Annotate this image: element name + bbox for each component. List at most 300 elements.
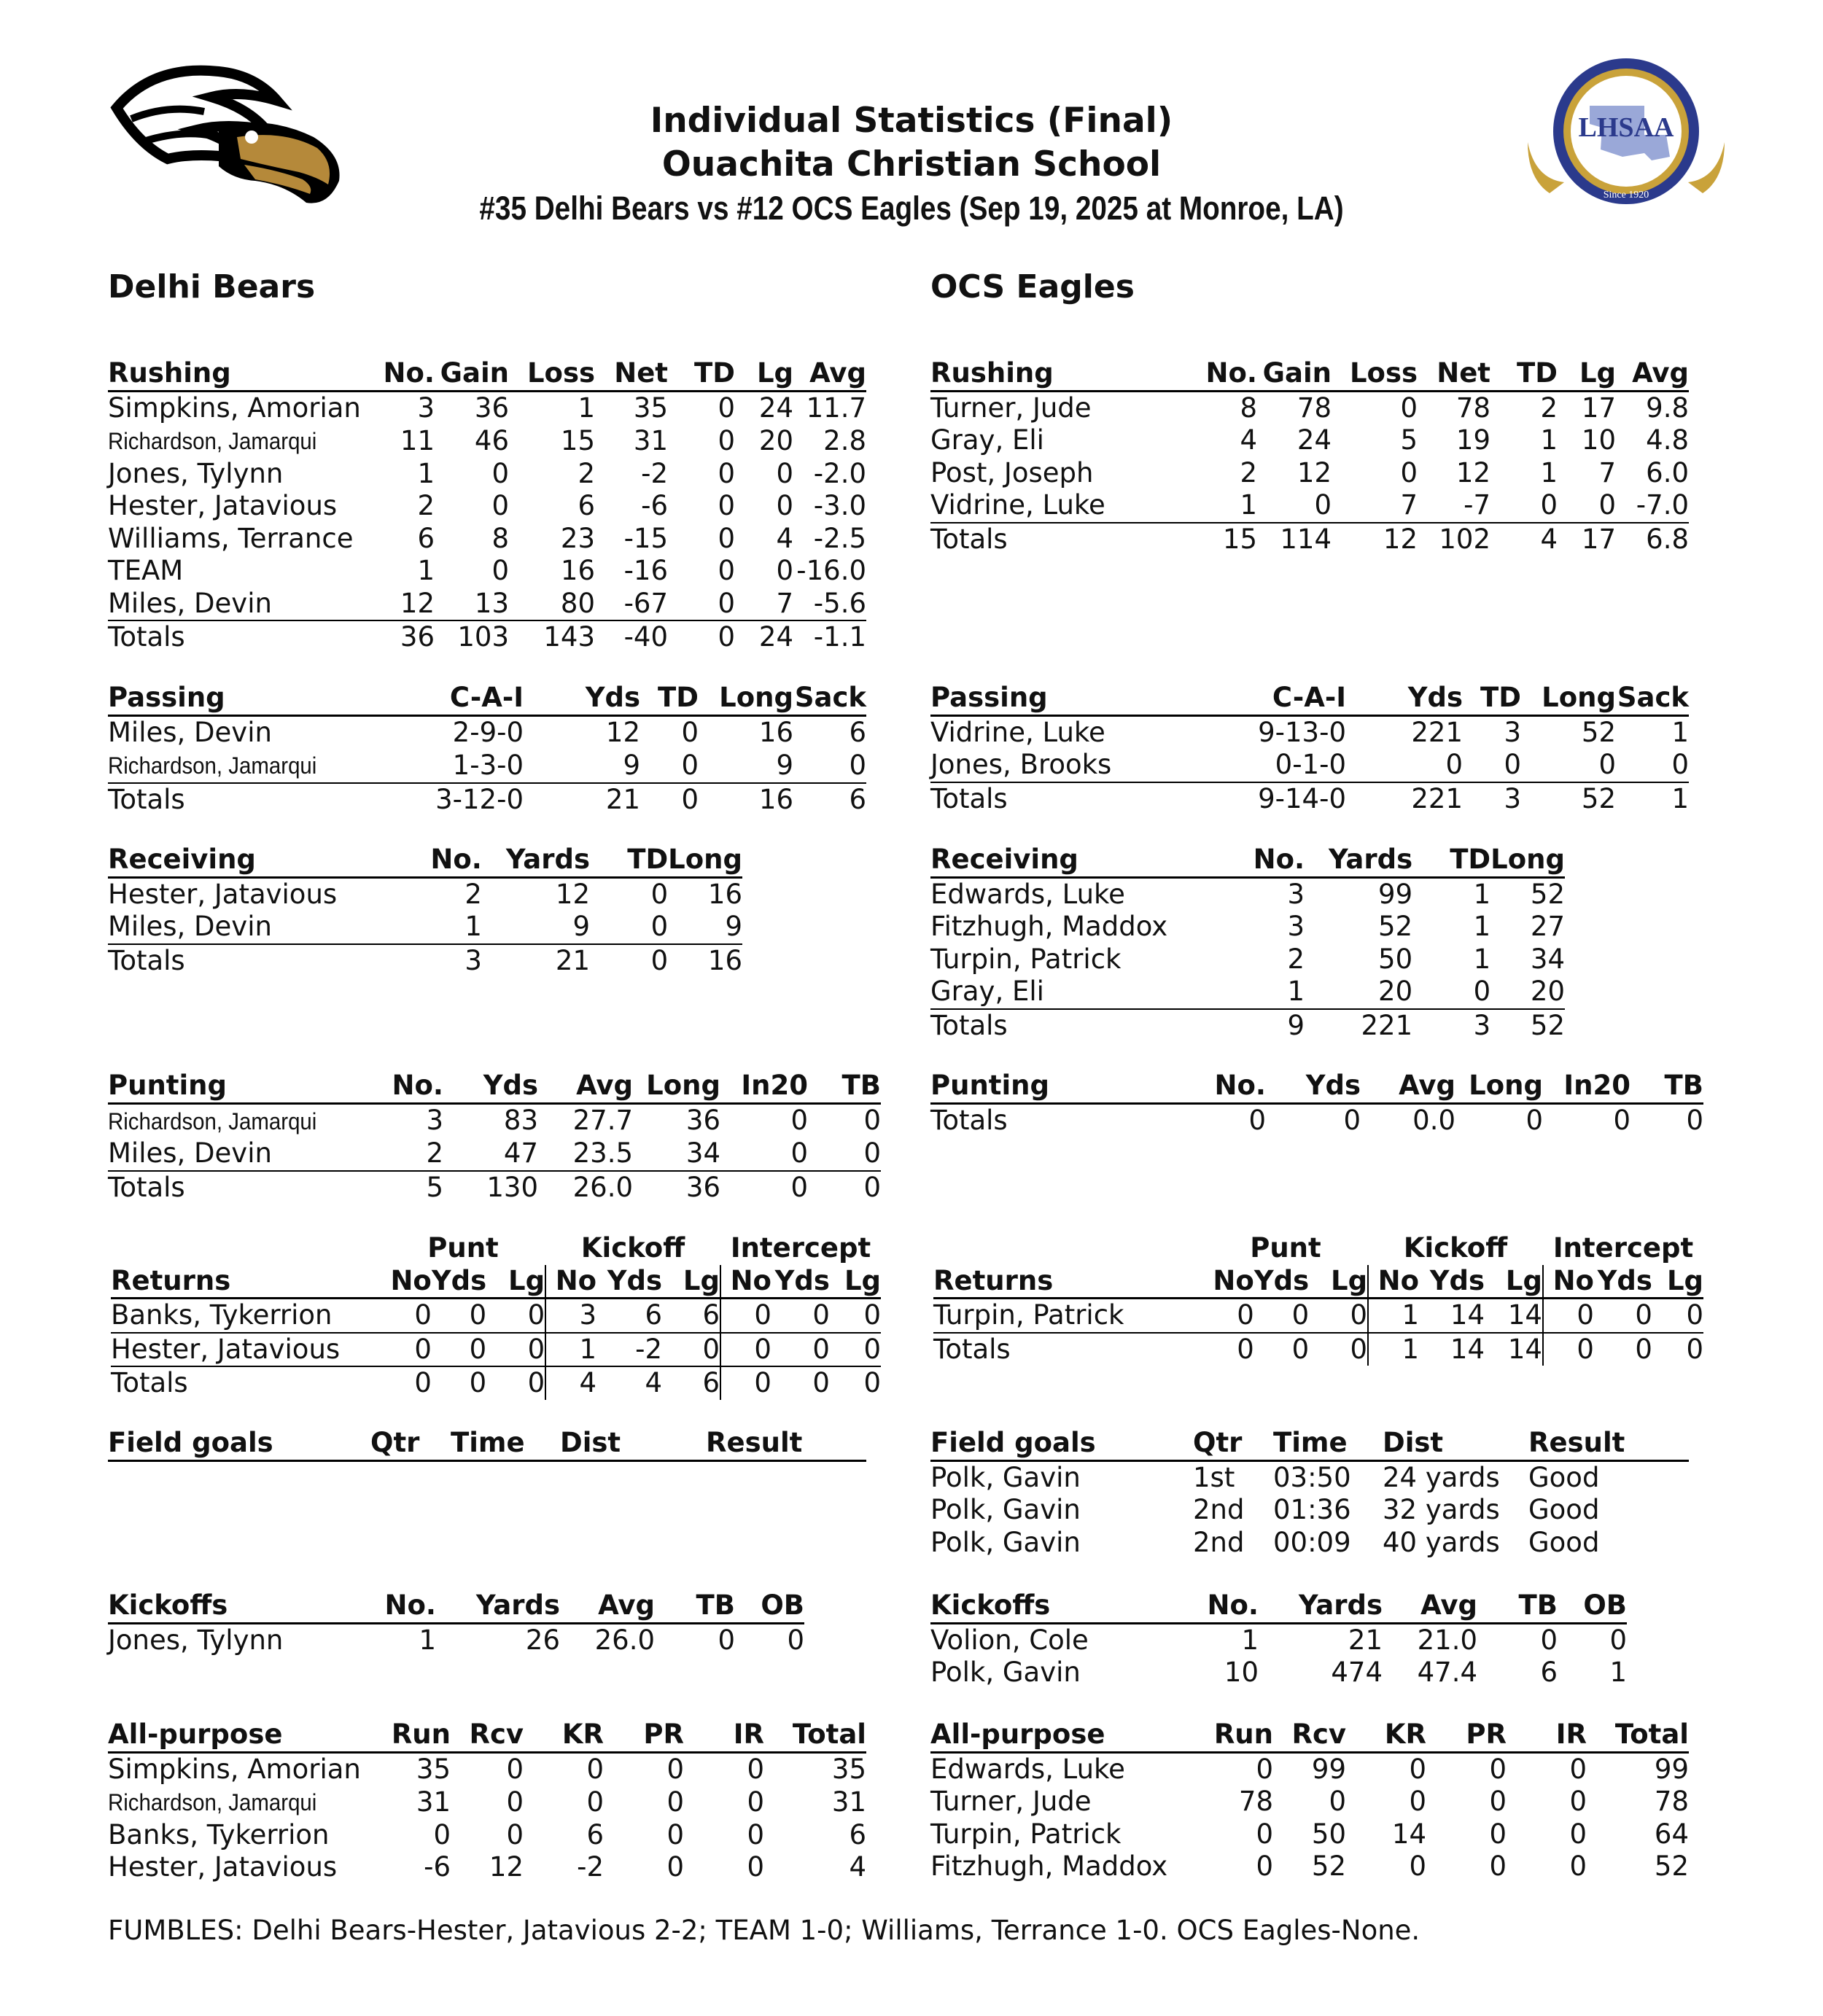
stat-cell: 20 bbox=[1530, 976, 1565, 1007]
player-name: Edwards, Luke bbox=[930, 878, 1125, 910]
player-name: Fitzhugh, Maddox bbox=[930, 911, 1168, 942]
away-receiving-table bbox=[930, 844, 1565, 1042]
stat-cell: Good bbox=[1528, 1494, 1600, 1525]
header-row bbox=[111, 1265, 881, 1299]
stat-cell: 0 bbox=[666, 1818, 684, 1850]
stat-cell: 6 bbox=[849, 783, 866, 815]
column-header: Long bbox=[646, 1070, 720, 1101]
stat-cell: 0 bbox=[1613, 1104, 1630, 1136]
table-row bbox=[108, 749, 866, 783]
stat-cell: 16 bbox=[758, 783, 793, 815]
stat-cell: 1 bbox=[1671, 716, 1689, 748]
player-name: Totals bbox=[933, 1333, 1011, 1365]
stat-cell: 130 bbox=[486, 1171, 538, 1203]
column-header: No bbox=[390, 1264, 432, 1296]
stat-cell: 46 bbox=[474, 424, 509, 456]
column-header: IR bbox=[733, 1719, 764, 1750]
column-header: Receiving bbox=[930, 844, 1078, 875]
column-header: OB bbox=[1583, 1589, 1627, 1621]
stat-cell: 00:09 bbox=[1273, 1526, 1351, 1558]
player-name: Polk, Gavin bbox=[930, 1526, 1081, 1558]
column-header: All-purpose bbox=[930, 1719, 1105, 1750]
column-header: Yds bbox=[774, 1264, 830, 1296]
header-row bbox=[933, 1265, 1703, 1299]
stat-cell: 47 bbox=[503, 1137, 538, 1169]
stat-cell: 1 bbox=[417, 555, 435, 586]
player-name: Vidrine, Luke bbox=[930, 489, 1105, 521]
stat-cell: 0 bbox=[1635, 1299, 1652, 1331]
player-name: Hester, Jatavious bbox=[111, 1333, 341, 1365]
stat-cell: 0 bbox=[1489, 1850, 1507, 1882]
stat-cell: 1 bbox=[579, 1333, 597, 1365]
stat-cell: 24 bbox=[758, 621, 793, 653]
stat-cell: 2 bbox=[1240, 456, 1257, 489]
stat-cell: 0 bbox=[486, 1366, 545, 1400]
column-header: Yds bbox=[607, 1264, 663, 1296]
table-row bbox=[930, 457, 1689, 490]
totals-row bbox=[930, 523, 1689, 556]
stat-cell: 0 bbox=[666, 1851, 684, 1883]
stat-cell: 0 bbox=[1686, 1299, 1703, 1331]
stat-cell: 0 bbox=[1686, 1104, 1703, 1136]
table-row bbox=[930, 1657, 1627, 1689]
stat-cell: 2 bbox=[1287, 943, 1305, 975]
column-header: Rushing bbox=[108, 357, 231, 389]
stat-cell: 36 bbox=[685, 1105, 720, 1136]
stat-cell: 36 bbox=[474, 392, 509, 424]
table-row bbox=[933, 1299, 1703, 1333]
column-header: Lg bbox=[1666, 1264, 1703, 1296]
stat-cell: -6 bbox=[424, 1851, 451, 1883]
totals-row bbox=[108, 1171, 881, 1204]
stat-cell: -7.0 bbox=[1636, 489, 1689, 521]
stat-cell: 14 bbox=[1450, 1299, 1485, 1331]
away-kickoffs-table bbox=[930, 1589, 1627, 1689]
stat-cell: 12 bbox=[1297, 456, 1332, 489]
stat-cell: -2 bbox=[577, 1851, 604, 1883]
header-row bbox=[930, 1589, 1627, 1623]
stat-cell: -3.0 bbox=[813, 490, 866, 521]
column-header: Sack bbox=[1617, 682, 1689, 713]
stat-cell: 7 bbox=[1400, 489, 1418, 521]
home-passing-table bbox=[108, 682, 866, 816]
stat-cell: 1 bbox=[578, 392, 595, 424]
table-row bbox=[930, 1752, 1689, 1786]
home-rushing-table bbox=[108, 357, 866, 654]
column-header: Qtr bbox=[370, 1427, 420, 1458]
stat-cell: 474 bbox=[1331, 1657, 1383, 1688]
stat-cell: 0 bbox=[1309, 1299, 1368, 1333]
column-header: Kickoffs bbox=[108, 1589, 228, 1621]
stat-cell: 52 bbox=[1311, 1850, 1346, 1882]
column-header: No bbox=[1377, 1264, 1420, 1296]
stat-cell: 0 bbox=[1671, 749, 1689, 780]
stat-cell: 20 bbox=[1378, 976, 1413, 1007]
column-header: Lg bbox=[1485, 1265, 1543, 1299]
stat-cell: 0 bbox=[491, 457, 509, 489]
column-header: Time bbox=[451, 1427, 525, 1458]
away-team-name: OCS Eagles bbox=[930, 268, 1135, 305]
home-returns-table bbox=[111, 1232, 881, 1400]
stat-cell: 10 bbox=[1224, 1657, 1259, 1688]
column-header: Time bbox=[1273, 1427, 1348, 1458]
column-header: TD bbox=[627, 844, 669, 875]
player-name: Totals bbox=[108, 1171, 185, 1203]
player-name: Polk, Gavin bbox=[930, 1494, 1081, 1525]
column-header: Result bbox=[1528, 1427, 1625, 1458]
player-name: Hester, Jatavious bbox=[108, 490, 338, 521]
stat-cell: 0 bbox=[506, 1753, 524, 1785]
stat-cell: -67 bbox=[623, 587, 668, 619]
column-header: Long bbox=[1542, 682, 1616, 713]
stat-cell: 221 bbox=[1411, 782, 1463, 814]
stat-cell: 14 bbox=[1485, 1333, 1543, 1366]
stat-cell: 01:36 bbox=[1273, 1494, 1351, 1525]
player-name: Edwards, Luke bbox=[930, 1753, 1125, 1785]
stat-cell: 1-3-0 bbox=[452, 749, 524, 781]
home-field-goals-table bbox=[108, 1427, 866, 1462]
stat-cell: 52 bbox=[1581, 716, 1616, 748]
stat-cell: 0 bbox=[718, 555, 735, 586]
stat-cell: 0 bbox=[491, 490, 509, 521]
stat-cell: 0 bbox=[718, 522, 735, 554]
player-name: Vidrine, Luke bbox=[930, 716, 1105, 748]
stat-cell: 16 bbox=[560, 555, 595, 586]
stat-cell: 6 bbox=[1540, 1657, 1558, 1688]
stat-cell: 1 bbox=[465, 911, 482, 942]
stat-cell: 27.7 bbox=[572, 1105, 633, 1136]
stat-cell: 0 bbox=[1343, 1104, 1361, 1136]
player-name: Turpin, Patrick bbox=[933, 1299, 1124, 1331]
stat-cell: 114 bbox=[1280, 523, 1332, 555]
table-row bbox=[108, 588, 866, 621]
player-name: Turner, Jude bbox=[930, 392, 1092, 424]
stat-cell: 6 bbox=[662, 1366, 720, 1400]
stat-cell: 0 bbox=[1577, 1333, 1594, 1365]
column-header: Returns bbox=[111, 1264, 231, 1296]
stat-cell: 78 bbox=[1455, 392, 1490, 424]
stat-cell: 1 bbox=[1240, 489, 1257, 521]
totals-row bbox=[930, 1103, 1703, 1137]
player-name: Polk, Gavin bbox=[930, 1461, 1081, 1493]
stat-cell: 99 bbox=[1311, 1753, 1346, 1785]
return-group-label: Intercept bbox=[730, 1232, 871, 1264]
player-name: Simpkins, Amorian bbox=[108, 1753, 361, 1785]
table-row bbox=[930, 943, 1565, 976]
header-row bbox=[930, 1719, 1689, 1752]
stat-cell: 6 bbox=[849, 1818, 866, 1850]
school-name: Ouachita Christian School bbox=[661, 144, 1162, 184]
stat-cell: 0 bbox=[1540, 489, 1558, 521]
column-header: No. bbox=[1214, 1070, 1266, 1101]
totals-row bbox=[111, 1366, 881, 1400]
column-header: Yds bbox=[1597, 1264, 1652, 1296]
player-name: Jones, Tylynn bbox=[108, 457, 284, 489]
stat-cell: 0 bbox=[747, 1818, 764, 1850]
player-name: Turpin, Patrick bbox=[930, 1818, 1122, 1850]
column-header: PR bbox=[643, 1719, 684, 1750]
stat-cell: 4 bbox=[579, 1367, 597, 1398]
stat-cell: 1 bbox=[1287, 976, 1305, 1007]
away-rushing-table bbox=[930, 357, 1689, 556]
table-row bbox=[108, 555, 866, 588]
player-name: Volion, Cole bbox=[930, 1624, 1089, 1656]
column-header: Yards bbox=[1298, 1589, 1383, 1621]
return-group-label: Kickoff bbox=[580, 1232, 685, 1264]
stat-cell: 0 bbox=[718, 490, 735, 521]
stat-cell: 0 bbox=[812, 1333, 830, 1365]
stat-cell: 36 bbox=[685, 1171, 720, 1203]
player-name: Jones, Tylynn bbox=[108, 1624, 284, 1656]
stat-cell: 2-9-0 bbox=[452, 716, 524, 748]
column-header: Yds bbox=[1429, 1264, 1485, 1296]
stat-cell: 31 bbox=[416, 1786, 451, 1818]
stat-cell: 0 bbox=[1686, 1333, 1703, 1365]
column-header: Gain bbox=[440, 357, 509, 389]
stat-cell: 221 bbox=[1361, 1009, 1413, 1041]
fumbles-note: FUMBLES: Delhi Bears-Hester, Jatavious 2-2; TEAM 1-0; Williams, Terrance 1-0. OCS Eagles-None. bbox=[108, 1915, 1420, 1946]
column-header: TB bbox=[841, 1070, 881, 1101]
stat-cell: 11 bbox=[400, 424, 435, 456]
stat-cell: 0 bbox=[1314, 489, 1332, 521]
column-header: No. bbox=[1207, 1589, 1259, 1621]
return-group-label: Intercept bbox=[1552, 1232, 1694, 1264]
stat-cell: -2 bbox=[641, 457, 668, 489]
stat-cell: 32 yards bbox=[1383, 1494, 1500, 1525]
column-header: Punting bbox=[930, 1070, 1049, 1101]
stat-cell: 20 bbox=[758, 424, 793, 456]
stat-cell: 0 bbox=[1525, 1104, 1543, 1136]
column-header: Yards bbox=[475, 1589, 560, 1621]
stat-cell: 34 bbox=[685, 1137, 720, 1169]
stat-cell: 0 bbox=[666, 1786, 684, 1818]
table-row bbox=[930, 877, 1565, 911]
column-header: No bbox=[730, 1264, 771, 1296]
stat-cell: 0 bbox=[1248, 1104, 1266, 1136]
player-name bbox=[108, 1786, 378, 1819]
column-header: OB bbox=[761, 1589, 804, 1621]
stat-cell: 0 bbox=[1489, 1818, 1507, 1850]
stat-cell: -16.0 bbox=[796, 555, 866, 586]
column-header: Avg bbox=[1632, 357, 1689, 389]
stat-cell: 103 bbox=[457, 621, 509, 653]
column-header: Run bbox=[1213, 1719, 1273, 1750]
stat-cell: 1 bbox=[1241, 1624, 1259, 1656]
header-row bbox=[108, 1719, 866, 1752]
table-row bbox=[930, 489, 1689, 523]
player-name: Totals bbox=[108, 783, 185, 815]
stat-cell: 16 bbox=[707, 878, 742, 910]
stat-cell: 0 bbox=[681, 783, 699, 815]
stat-cell: 0 bbox=[1291, 1333, 1310, 1365]
column-header: No. bbox=[430, 844, 482, 875]
stat-cell: 0 bbox=[747, 1851, 764, 1883]
stat-cell: 24 yards bbox=[1383, 1461, 1500, 1493]
player-name: Totals bbox=[108, 944, 185, 976]
player-name: Simpkins, Amorian bbox=[108, 392, 361, 424]
totals-row bbox=[930, 1009, 1565, 1043]
table-row bbox=[930, 749, 1689, 782]
table-row bbox=[108, 1851, 866, 1884]
column-header: Avg bbox=[598, 1589, 655, 1621]
column-header: IR bbox=[1555, 1719, 1587, 1750]
table-row bbox=[108, 1786, 866, 1819]
player-name: Totals bbox=[930, 782, 1008, 814]
table-row bbox=[930, 976, 1565, 1009]
stat-cell: 0 bbox=[469, 1299, 487, 1331]
stat-cell: 0 bbox=[754, 1299, 771, 1331]
stat-cell: 0 bbox=[863, 1299, 881, 1331]
stat-cell: 03:50 bbox=[1273, 1461, 1351, 1493]
stat-cell: 2nd bbox=[1193, 1494, 1245, 1525]
stat-cell: 0 bbox=[776, 555, 793, 586]
column-header: Yds bbox=[431, 1264, 487, 1296]
table-row bbox=[930, 1494, 1689, 1527]
stat-cell: 0 bbox=[666, 1753, 684, 1785]
stat-cell: 52 bbox=[1530, 878, 1565, 910]
stat-cell: 0 bbox=[1577, 1299, 1594, 1331]
stat-cell: 0 bbox=[486, 1299, 545, 1333]
table-row bbox=[930, 1623, 1627, 1657]
column-header: TD bbox=[1480, 682, 1521, 713]
stat-cell: 0 bbox=[863, 1367, 881, 1398]
stat-cell: 52 bbox=[1654, 1850, 1689, 1882]
stat-cell: -15 bbox=[623, 522, 668, 554]
stat-cell: 1 bbox=[1402, 1299, 1420, 1331]
stat-cell: 14 bbox=[1450, 1333, 1485, 1365]
player-name bbox=[108, 1103, 370, 1137]
player-name bbox=[108, 749, 370, 783]
stat-cell: 0 bbox=[1598, 489, 1616, 521]
column-header: Avg bbox=[1399, 1070, 1455, 1101]
stat-cell: -7 bbox=[1464, 489, 1490, 521]
stat-cell: 0 bbox=[1504, 749, 1521, 780]
stat-cell: 0 bbox=[414, 1333, 432, 1365]
column-header: Long bbox=[1490, 844, 1565, 875]
column-header: TD bbox=[1517, 357, 1558, 389]
stat-cell: 9 bbox=[623, 749, 640, 781]
stat-cell: 52 bbox=[1581, 782, 1616, 814]
column-header: Result bbox=[706, 1427, 803, 1458]
table-row bbox=[111, 1333, 881, 1367]
stat-cell: 0 bbox=[863, 1105, 881, 1136]
stat-cell: 16 bbox=[758, 716, 793, 748]
table-row bbox=[108, 877, 742, 911]
stat-cell: 0 bbox=[586, 1753, 604, 1785]
column-header: No bbox=[1552, 1264, 1594, 1296]
stat-cell: 1 bbox=[1540, 424, 1558, 456]
stat-cell: 6 bbox=[417, 522, 435, 554]
column-header: Lg bbox=[486, 1265, 545, 1299]
stat-cell: 31 bbox=[831, 1786, 866, 1818]
player-name: Totals bbox=[111, 1367, 188, 1398]
stat-cell: 0 bbox=[1291, 1299, 1310, 1331]
stat-cell: 0 bbox=[718, 587, 735, 619]
stat-cell: 0 bbox=[1256, 1753, 1273, 1785]
stat-cell: 3 bbox=[1473, 1009, 1491, 1041]
column-header: Field goals bbox=[108, 1427, 273, 1458]
stat-cell: 1 bbox=[1402, 1333, 1420, 1365]
player-name bbox=[108, 424, 370, 458]
stat-cell: 221 bbox=[1411, 716, 1463, 748]
stat-cell: 0 bbox=[1256, 1850, 1273, 1882]
stat-cell: 0 bbox=[1256, 1818, 1273, 1850]
header-row bbox=[108, 844, 742, 877]
stat-cell: 0 bbox=[414, 1299, 432, 1331]
stat-cell: 0 bbox=[1409, 1786, 1426, 1817]
player-name-text: Richardson, Jamarqui bbox=[108, 752, 317, 779]
player-name: Totals bbox=[930, 1009, 1008, 1041]
stat-cell: 0 bbox=[718, 621, 735, 653]
stat-cell: 9 bbox=[572, 911, 591, 942]
column-header: Lg bbox=[844, 1264, 881, 1296]
stat-cell: 47.4 bbox=[1417, 1657, 1477, 1688]
column-header: Run bbox=[391, 1719, 451, 1750]
column-header: In20 bbox=[741, 1070, 808, 1101]
stat-cell: 34 bbox=[1530, 943, 1565, 975]
column-header: Long bbox=[1469, 1070, 1543, 1101]
stat-cell: 9.8 bbox=[1646, 392, 1689, 424]
stat-cell: 0 bbox=[681, 749, 699, 781]
column-header: KR bbox=[1384, 1719, 1426, 1750]
stat-cell: 1 bbox=[1609, 1657, 1627, 1688]
player-name-text: Richardson, Jamarqui bbox=[108, 1789, 317, 1815]
stat-cell: 6.0 bbox=[1646, 456, 1689, 489]
player-name: Polk, Gavin bbox=[930, 1657, 1081, 1688]
stat-cell: 52 bbox=[1530, 1009, 1565, 1041]
table-row bbox=[108, 490, 866, 523]
stat-cell: 9-13-0 bbox=[1258, 716, 1346, 748]
stat-cell: 0 bbox=[863, 1333, 881, 1365]
stat-cell: 0 bbox=[650, 911, 669, 942]
column-header: Punting bbox=[108, 1070, 227, 1101]
player-name: Turner, Jude bbox=[930, 1786, 1092, 1817]
totals-row bbox=[930, 782, 1689, 816]
stat-cell: 4 bbox=[776, 522, 793, 554]
stat-cell: 21 bbox=[1348, 1624, 1383, 1656]
player-name: Jones, Brooks bbox=[930, 749, 1112, 780]
player-name: Miles, Devin bbox=[108, 587, 272, 619]
stat-cell: 9 bbox=[1287, 1009, 1305, 1041]
column-header: Yds bbox=[1407, 682, 1463, 713]
stat-cell: 3-12-0 bbox=[435, 783, 524, 815]
stat-cell: 0 bbox=[650, 944, 669, 976]
column-header: Kickoffs bbox=[930, 1589, 1051, 1621]
away-field-goals-table bbox=[930, 1427, 1689, 1559]
stat-cell: 50 bbox=[1378, 943, 1413, 975]
column-header: All-purpose bbox=[108, 1719, 283, 1750]
stat-cell: 0 bbox=[747, 1786, 764, 1818]
column-header: TD bbox=[658, 682, 699, 713]
table-row bbox=[108, 1819, 866, 1852]
home-punting-table bbox=[108, 1070, 881, 1204]
stat-cell: 102 bbox=[1439, 523, 1490, 555]
player-name: Gray, Eli bbox=[930, 976, 1044, 1007]
return-group-label: Punt bbox=[427, 1232, 499, 1264]
stat-cell: 23.5 bbox=[572, 1137, 633, 1169]
stat-cell: 12 bbox=[400, 587, 435, 619]
table-row bbox=[108, 715, 866, 749]
column-header: No. bbox=[1205, 357, 1257, 389]
stat-cell: 17 bbox=[1581, 523, 1616, 555]
column-header: Loss bbox=[526, 357, 595, 389]
stat-cell: 15 bbox=[560, 424, 595, 456]
stat-cell: 21 bbox=[605, 783, 640, 815]
column-header: Dist bbox=[560, 1427, 621, 1458]
stat-cell: 1 bbox=[1671, 782, 1689, 814]
stat-cell: 5 bbox=[1400, 424, 1418, 456]
column-header: Long bbox=[719, 682, 793, 713]
